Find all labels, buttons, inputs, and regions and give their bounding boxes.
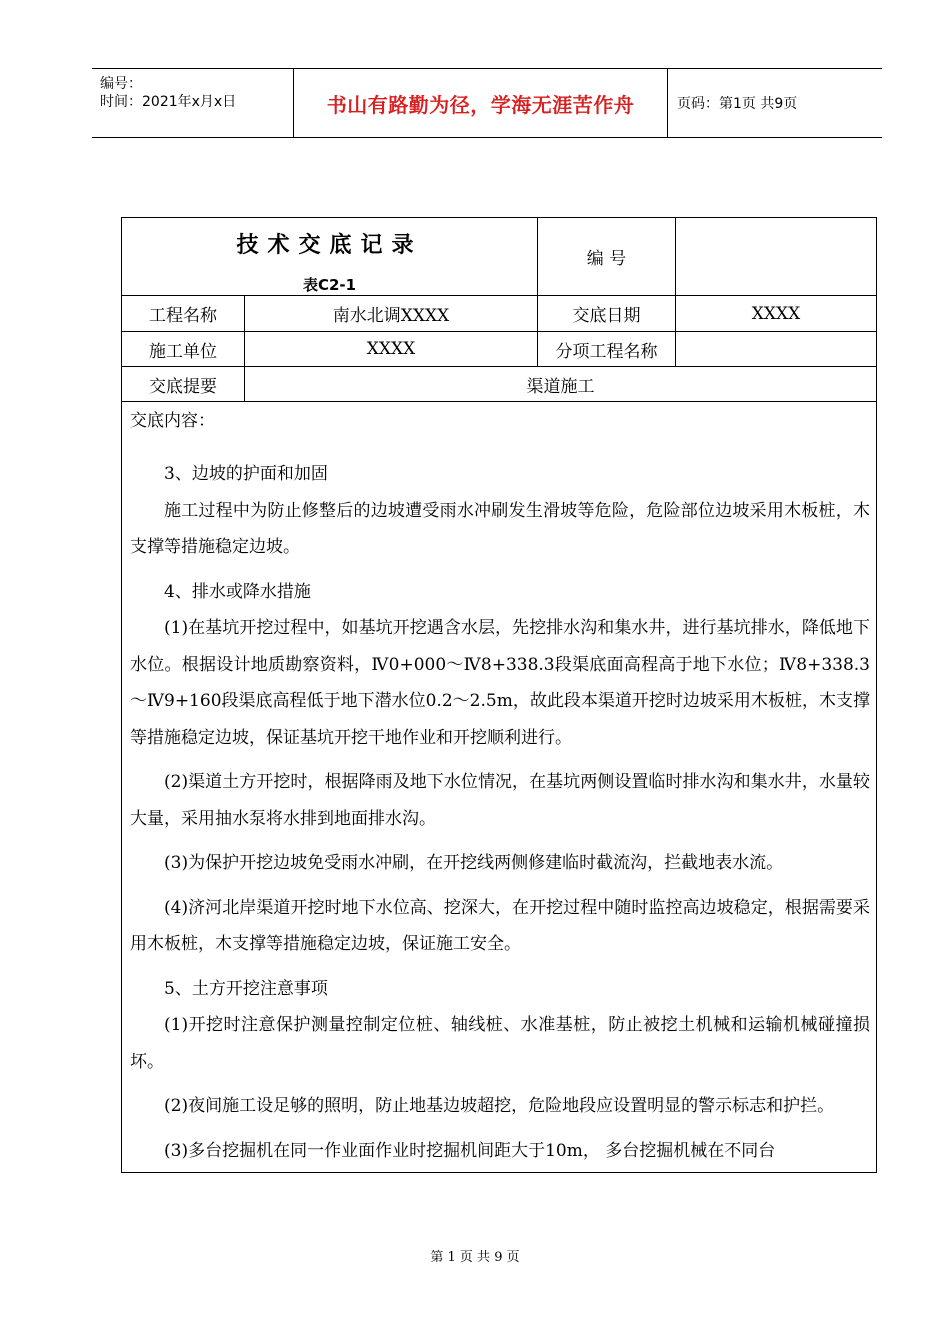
content-paragraph: (3)为保护开挖边坡免受雨水冲刷，在开挖线两侧修建临时截流沟，拦截地表水流。	[164, 853, 784, 873]
header-meta	[92, 69, 293, 137]
contractor-label: 施工单位	[149, 341, 217, 362]
sub-project-label: 分项工程名称	[555, 341, 658, 362]
project-name-value: 南水北调XXXX	[332, 306, 450, 326]
time-label: 时间：2021年x月x日	[100, 94, 237, 110]
form-code: 表C2-1	[302, 276, 357, 294]
summary-label: 交底提要	[149, 376, 217, 397]
row-divider	[122, 401, 876, 402]
section-heading: 5、土方开挖注意事项	[164, 978, 328, 999]
record-title: 技术交底记录	[236, 233, 423, 258]
header-page-cell	[667, 69, 882, 137]
content-paragraph: (2)夜间施工设足够的照明，防止地基边坡超挖，危险地段应设置明显的警示标志和护拦。	[164, 1096, 835, 1116]
content-paragraph: (4)济河北岸渠道开挖时地下水位高、挖深大，在开挖过程中随时监控高边坡稳定，根据需要采用木板桩，木支撑等措施稳定边坡，保证施工安全。	[130, 897, 870, 954]
page-footer: 第 1 页 共 9 页	[430, 1250, 520, 1265]
section-heading: 3、边坡的护面和加固	[164, 464, 328, 484]
contractor-value: XXXX	[366, 339, 416, 359]
page-header	[92, 68, 882, 138]
date-label: 交底日期	[572, 306, 641, 326]
disclosure-content	[130, 456, 870, 1169]
content-paragraph: 施工过程中为防止修整后的边坡遭受雨水冲刷发生滑坡等危险，危险部位边坡采用木板桩，木支撑等措施稳定边坡。	[130, 500, 870, 557]
content-paragraph: (3)多台挖掘机在同一作业面作业时挖掘机间距大于10m， 多台挖掘机械在不同台	[164, 1140, 776, 1161]
page-number-label: 页码：第1页 共9页	[677, 96, 798, 112]
content-paragraph: (2)渠道土方开挖时，根据降雨及地下水位情况，在基坑两侧设置临时排水沟和集水井，水量较大量，采用抽水泵将水排到地面排水沟。	[130, 772, 870, 829]
number-value	[676, 218, 876, 295]
content-paragraph: (1)在基坑开挖过程中，如基坑开挖遇含水层，先挖排水沟和集水井，进行基坑排水，降低地下水位。根据设计地质勘察资料，Ⅳ0+000～Ⅳ8+338.3段渠底面高程高于地下水位；Ⅳ8+338.3～Ⅳ9+160段渠底高程低于地下潜水位0.2～2.5m，故此段本渠道开挖时边坡采用木板桩，木支撑等措施稳定边坡，保证基坑开挖干地作业和开挖顺利进行。	[130, 618, 870, 748]
sub-project-value	[676, 332, 876, 366]
serial-label: 编号：	[100, 76, 142, 92]
date-value: XXXX	[751, 303, 801, 324]
content-label: 交底内容：	[130, 411, 215, 431]
motto-text: 书山有路勤为径，学海无涯苦作舟	[326, 92, 635, 117]
header-motto-cell	[293, 69, 668, 137]
section-heading: 4、排水或降水措施	[164, 581, 311, 602]
technical-disclosure-record	[121, 217, 877, 1173]
number-label: 编 号	[586, 249, 627, 269]
content-paragraph: (1)开挖时注意保护测量控制定位桩、轴线桩、水准基桩，防止被挖土机械和运输机械碰撞损坏。	[130, 1015, 870, 1072]
project-name-label: 工程名称	[149, 306, 217, 326]
summary-value: 渠道施工	[526, 376, 595, 397]
